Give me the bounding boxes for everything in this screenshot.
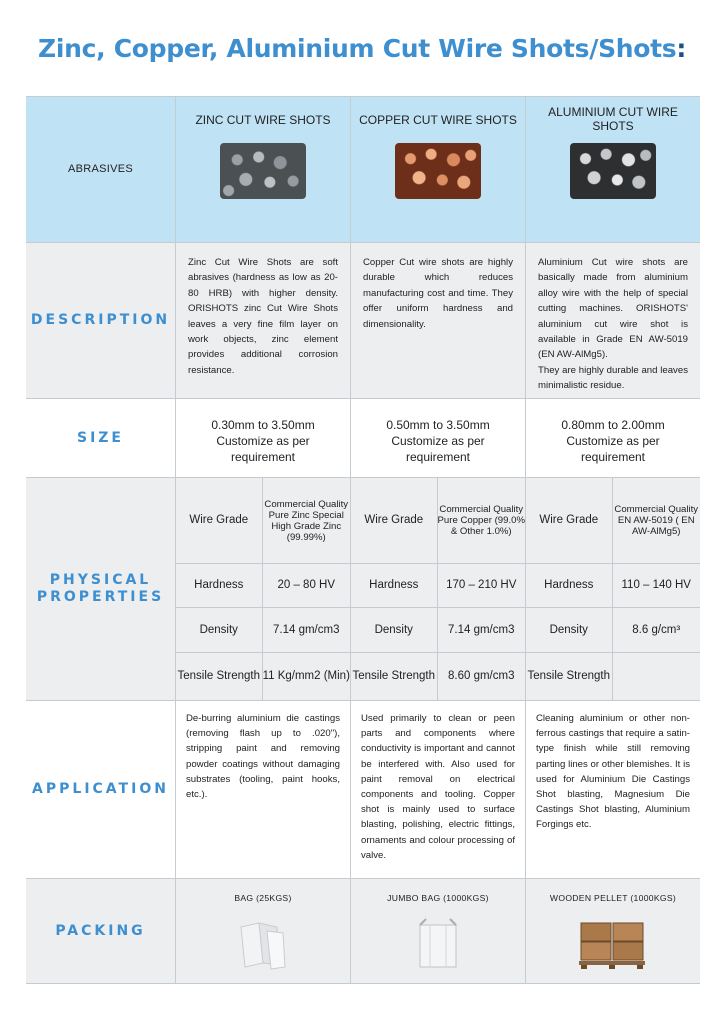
product-table — [26, 96, 700, 984]
aluminium-description-note: They are highly durable and leaves minimalistic residue. — [538, 364, 688, 392]
tensile-key: Tensile Strength — [351, 653, 438, 700]
zinc-header — [175, 97, 350, 242]
copper-tensile-value: 8.60 gm/cm3 — [448, 670, 515, 683]
aluminium-description — [525, 243, 700, 398]
copper-hardness-value: 170 – 210 HV — [446, 579, 517, 592]
copper-grade-row — [351, 478, 525, 563]
zinc-grade-value: Commercial Quality Pure Zinc Special High Grade Zinc (99.99%) — [264, 498, 349, 543]
zinc-shots-image — [220, 143, 306, 199]
copper-grade-value: Commercial Quality Pure Copper (99.0% & Other 1.0%) — [437, 504, 525, 537]
zinc-tensile-value: 11 Kg/mm2 (Min) — [262, 670, 350, 683]
wire-grade-key: Wire Grade — [526, 478, 613, 563]
zinc-hardness-row — [176, 563, 350, 607]
aluminium-size: 0.80mm to 2.00mm Customize as per requirement — [525, 399, 700, 477]
physical-properties-row — [26, 477, 700, 700]
application-label: APPLICATION — [26, 701, 175, 878]
tensile-key: Tensile Strength — [526, 653, 613, 700]
zinc-description: Zinc Cut Wire Shots are soft abrasives (hardness as low as 20-80 HRB) with higher density. ORISHOTS zinc Cut Wire Shots leaves a very fine film layer on work objects, zinc element provides additional corrosion resistance. — [175, 243, 350, 398]
header-row — [26, 96, 700, 242]
zinc-density-value: 7.14 gm/cm3 — [273, 623, 340, 636]
copper-application: Used primarily to clean or peen parts and components where conductivity is important and cannot be interfered with. Also used for paint removal on electrical components and tooling. Copper shot is mainly used to surface blasting, polishing, electric fittings, ornaments and colour processing of valve. — [350, 701, 525, 878]
copper-density-value: 7.14 gm/cm3 — [448, 623, 515, 636]
hardness-key: Hardness — [176, 564, 263, 607]
aluminium-description-text: Aluminium Cut wire shots are basically made from aluminium alloy wire with the help of special cutting machines. ORISHOTS' aluminium cut wire shot is available in Grade EN AW-5019 (EN AW-AlMg5). — [538, 257, 688, 361]
aluminium-application: Cleaning aluminium or other non-ferrous castings that require a satin-type finish while still removing parting lines or other blemishes. It is used for Aluminium Die Castings Shot blasting, Magnesium Die Castings Shot blasting, Aluminium Forgings etc. — [525, 701, 700, 878]
tensile-key: Tensile Strength — [176, 653, 263, 700]
zinc-physical — [175, 478, 350, 700]
zinc-packing-label: BAG (25KGS) — [234, 893, 292, 903]
copper-header — [350, 97, 525, 242]
copper-physical — [350, 478, 525, 700]
zinc-packing — [175, 879, 350, 983]
aluminium-density-value: 8.6 g/cm³ — [632, 623, 681, 636]
zinc-header-title: ZINC CUT WIRE SHOTS — [195, 113, 331, 127]
copper-header-title: COPPER CUT WIRE SHOTS — [359, 113, 517, 127]
page-title — [38, 34, 718, 63]
density-key: Density — [351, 608, 438, 652]
aluminium-grade-row — [526, 478, 700, 563]
application-row — [26, 700, 700, 878]
copper-packing-label: JUMBO BAG (1000KGS) — [387, 893, 489, 903]
zinc-tensile-row — [176, 652, 350, 700]
size-label: SIZE — [26, 399, 175, 477]
aluminium-grade-value: Commercial Quality EN AW-5019 ( EN AW-AlMg5) — [614, 504, 699, 537]
description-row — [26, 242, 700, 398]
copper-shots-image — [395, 143, 481, 199]
wire-grade-key: Wire Grade — [351, 478, 438, 563]
aluminium-header — [525, 97, 700, 242]
aluminium-hardness-value: 110 – 140 HV — [621, 579, 691, 592]
aluminium-tensile-row — [526, 652, 700, 700]
title-colon: : — [676, 34, 687, 63]
copper-description: Copper Cut wire shots are highly durable which reduces manufacturing cost and time. They offer uniform hardness and dimensionality. — [350, 243, 525, 398]
packing-row — [26, 878, 700, 984]
zinc-application: De-burring aluminium die castings (removing flash up to .020"), stripping paint and removing powder coatings without damaging substrates (tooling, paint hooks, etc.). — [175, 701, 350, 878]
aluminium-tensile-value — [613, 653, 701, 700]
copper-density-row — [351, 607, 525, 652]
copper-hardness-row — [351, 563, 525, 607]
density-key: Density — [526, 608, 613, 652]
aluminium-density-row — [526, 607, 700, 652]
description-label: DESCRIPTION — [26, 243, 175, 398]
packing-label: PACKING — [26, 879, 175, 983]
aluminium-physical — [525, 478, 700, 700]
copper-size: 0.50mm to 3.50mm Customize as per requirement — [350, 399, 525, 477]
bag-icon — [233, 915, 293, 971]
aluminium-hardness-row — [526, 563, 700, 607]
density-key: Density — [176, 608, 263, 652]
aluminium-header-title: ALUMINIUM CUT WIRE SHOTS — [548, 105, 678, 133]
copper-tensile-row — [351, 652, 525, 700]
zinc-grade-row — [176, 478, 350, 563]
aluminium-packing-label: WOODEN PELLET (1000KGS) — [549, 893, 677, 903]
zinc-hardness-value: 20 – 80 HV — [277, 579, 336, 592]
wire-grade-key: Wire Grade — [176, 478, 263, 563]
hardness-key: Hardness — [351, 564, 438, 607]
aluminium-packing — [525, 879, 700, 983]
size-row — [26, 398, 700, 477]
jumbo-bag-icon — [408, 915, 468, 971]
zinc-density-row — [176, 607, 350, 652]
aluminium-shots-image — [570, 143, 656, 199]
hardness-key: Hardness — [526, 564, 613, 607]
abrasives-label: ABRASIVES — [26, 97, 175, 242]
wooden-pallet-icon — [577, 915, 649, 971]
zinc-size: 0.30mm to 3.50mm Customize as per requirement — [175, 399, 350, 477]
physical-properties-label: PHYSICAL PROPERTIES — [26, 478, 175, 700]
title-text: Zinc, Copper, Aluminium Cut Wire Shots/Shots — [38, 34, 677, 63]
copper-packing — [350, 879, 525, 983]
